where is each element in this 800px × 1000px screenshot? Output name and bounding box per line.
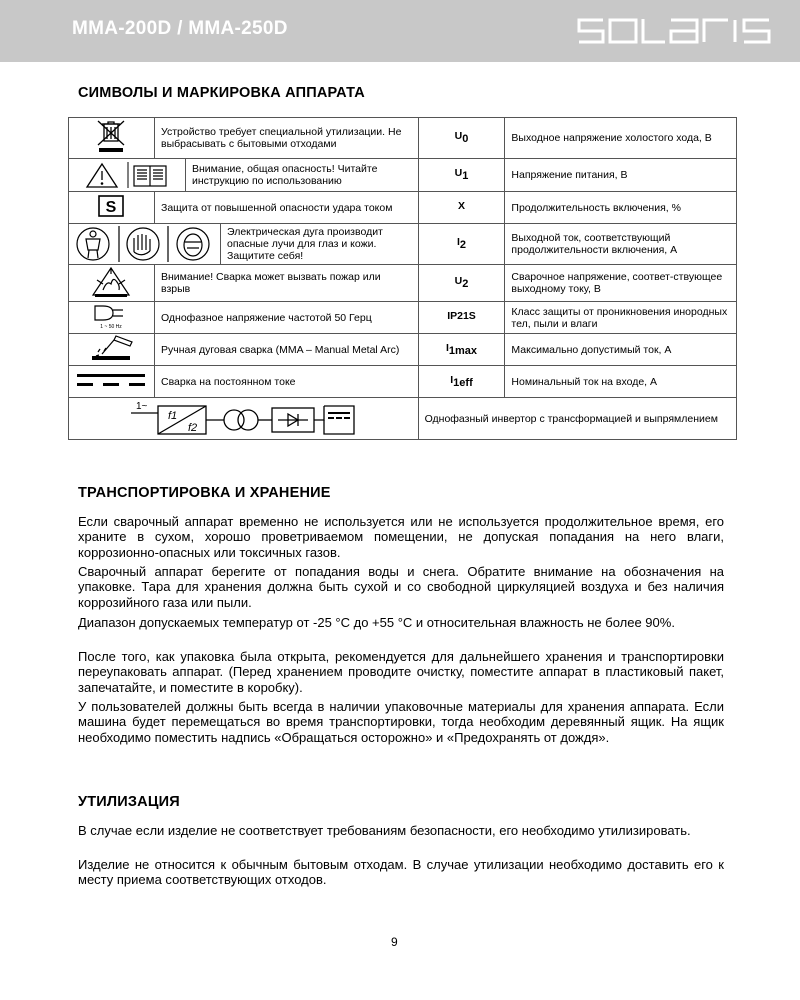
warning-manual-icon — [69, 159, 186, 191]
disposal-paragraph: Изделие не относится к обычным бытовым отходам. В случае утилизации необходимо доставить его к месту приема соответствующих отходов. — [78, 857, 724, 888]
inverter-input-label: 1~ — [136, 401, 148, 412]
table-row — [69, 366, 737, 398]
transport-paragraph: Диапазон допускаемых температур от -25 °C до +55 °C и относительная влажность не более 90%. — [78, 615, 675, 630]
disposal-paragraph: В случае если изделие не соответствует требованиям безопасности, его необходимо утилизировать. — [78, 823, 691, 838]
symbols-section-title: СИМВОЛЫ И МАРКИРОВКА АППАРАТА — [78, 85, 365, 101]
inverter-diagram — [69, 398, 419, 440]
page-number: 9 — [391, 935, 398, 949]
symbol-mark: $U_2$ — [418, 265, 505, 302]
disposal-section-title: УТИЛИЗАЦИЯ — [78, 794, 180, 810]
transport-paragraph: Сварочный аппарат берегите от попадания воды и снега. Обратите внимание на обозначения на упаковке. Тара для хранения должна быть сухой и со свободной циркуляцией воздуха и без наличия коррозийного газа или пыли. — [78, 564, 724, 610]
mma-welding-icon — [69, 334, 155, 366]
symbol-mark: X — [418, 192, 505, 224]
s-mark-icon — [69, 192, 155, 224]
single-phase-plug-icon — [69, 302, 155, 334]
fire-hazard-icon — [69, 265, 155, 302]
table-row — [69, 192, 737, 224]
symbol-description: Однофазное напряжение частотой 50 Герц — [154, 302, 418, 334]
table-row — [69, 302, 737, 334]
inverter-f1-label: f1 — [168, 410, 178, 422]
symbols-table — [68, 117, 737, 440]
symbol-mark: $U_1$ — [418, 159, 505, 192]
symbol-explanation: Класс защиты от проникновения инородных тел, пыли и влаги — [505, 302, 737, 334]
symbol-description: Электрическая дуга производит опасные лучи для глаз и кожи. Защитите себя! — [227, 226, 383, 262]
transport-section-title: ТРАНСПОРТИРОВКА И ХРАНЕНИЕ — [78, 485, 331, 501]
inverter-f2-label: f2 — [188, 422, 198, 434]
table-row — [69, 159, 737, 192]
symbol-explanation: Продолжительность включения, % — [505, 192, 737, 224]
symbol-explanation: Выходной ток, соответствующий продолжительности включения, А — [505, 224, 737, 265]
symbol-description: Защита от повышенной опасности удара током — [154, 192, 418, 224]
transport-paragraph: После того, как упаковка была открыта, рекомендуется для дальнейшего хранения и транспортировки переупаковать аппарат. (Перед хранением проводите очистку, поместите аппарат в пластиковый пакет, запечатайте, и поместите в коробку). — [78, 649, 724, 695]
table-row — [69, 334, 737, 366]
symbol-explanation: Выходное напряжение холостого хода, В — [505, 118, 737, 159]
transport-paragraph: У пользователей должны быть всегда в наличии упаковочные материалы для хранения аппарата. Если машина будет перемещаться во время транспортировки, тогда необходим деревянный ящик. На ящик необходимо поместить надпись «Обращаться осторожно» и «Предохранять от дождя». — [78, 699, 724, 745]
symbol-description: Внимание, общая опасность! Читайте инструкцию по использованию — [192, 163, 378, 187]
solaris-logo — [577, 18, 771, 44]
symbol-explanation: Номинальный ток на входе, А — [505, 366, 737, 398]
document-title: MMA-200D / MMA-250D — [72, 18, 288, 39]
table-row — [69, 398, 737, 440]
symbol-mark: IP21S — [418, 302, 505, 334]
symbol-description: Устройство требует специальной утилизации. Не выбрасывать с бытовыми отходами — [154, 118, 418, 159]
symbol-explanation: Однофазный инвертор с трансформацией и выпрямлением — [418, 398, 736, 440]
symbol-explanation: Напряжение питания, В — [505, 159, 737, 192]
symbol-description: Внимание! Сварка может вызвать пожар или взрыв — [154, 265, 418, 302]
crossed-bin-icon — [69, 118, 155, 159]
symbol-description: Сварка на постоянном токе — [154, 366, 418, 398]
svg-text:S: S — [106, 199, 117, 216]
symbol-explanation: Сварочное напряжение, соответ-ствующее выходному току, В — [505, 265, 737, 302]
direct-current-icon — [69, 366, 155, 398]
protective-gear-icon — [69, 224, 221, 264]
symbol-mark: $U_0$ — [418, 118, 505, 159]
table-row — [69, 265, 737, 302]
table-row — [69, 224, 737, 265]
transport-paragraph: Если сварочный аппарат временно не используется или не используется продолжительное время, его храните в сухом, хорошо проветриваемом помещении, не допуская попадания на него влаги, коррозионно-опасных или токсичных газов. — [78, 514, 724, 560]
table-row — [69, 118, 737, 159]
plug-icon-label: 1 ~ 50 Hz — [100, 324, 123, 330]
symbol-description: Ручная дуговая сварка (MMA – Manual Metal Arc) — [154, 334, 418, 366]
symbol-explanation: Максимально допустимый ток, А — [505, 334, 737, 366]
symbol-mark: $I_2$ — [418, 224, 505, 265]
symbol-mark: $I_{1max}$ — [418, 334, 505, 366]
symbol-mark: $I_{1eff}$ — [418, 366, 505, 398]
